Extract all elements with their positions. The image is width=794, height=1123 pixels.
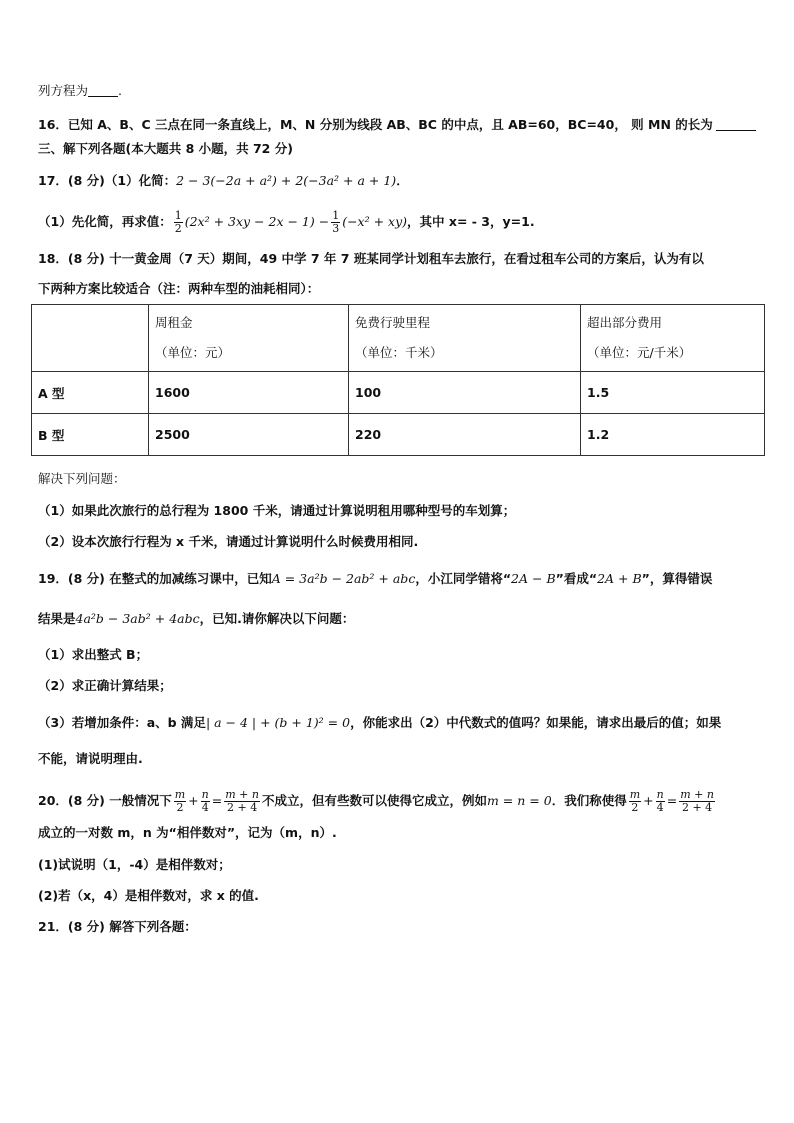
section-3-title-text: 三、解下列各题(本大题共 8 小题，共 72 分) — [38, 141, 293, 156]
question-21-text: 21．(8 分) 解答下列各题： — [38, 919, 197, 934]
question-17-sub1-expr1: (2x² + 3xy − 2x − 1) − — [184, 214, 330, 229]
table-header-row — [32, 305, 765, 372]
fraction-n-over-4 — [656, 789, 665, 814]
question-17-head: 17．(8 分)（1）化简： — [38, 173, 177, 188]
fraction-denominator: 2 + 4 — [226, 801, 258, 814]
question-19-head: 19．(8 分) 在整式的加减练习课中，已知 — [38, 571, 272, 586]
question-20-mid: 不成立，但有些数可以使得它成立，例如 — [261, 793, 487, 808]
question-17-sub1-expr2: (−x² + xy) — [342, 214, 408, 229]
header-title: 免费行驶里程 — [355, 315, 431, 330]
question-20-sub1 — [38, 856, 231, 874]
question-18-line1 — [38, 250, 704, 268]
table-cell: 2500 — [149, 414, 349, 456]
fraction-numerator: n — [201, 788, 209, 801]
question-19-sub2-text: （2）求正确计算结果； — [38, 678, 172, 693]
question-17-sub1 — [38, 210, 535, 235]
equals-sign: = — [211, 793, 223, 808]
header-title: 周租金 — [155, 315, 193, 330]
question-20-line1 — [38, 789, 717, 814]
question-20-head: 20．(8 分) 一般情况下 — [38, 793, 172, 808]
question-19-line1 — [38, 570, 712, 588]
table-cell: 100 — [349, 372, 581, 414]
question-18-sub1-text: （1）如果此次旅行的总行程为 1800 千米，请通过计算说明租用哪种型号的车划算； — [38, 503, 516, 518]
fraction-m-over-2 — [629, 789, 641, 814]
question-19-tail: ”，算得错误 — [641, 571, 713, 586]
expression-wrong-2: 2A + B — [597, 571, 642, 586]
question-20-sub2-text: (2)若（x，4）是相伴数对，求 x 的值. — [38, 888, 259, 903]
question-16-answer-blank[interactable] — [716, 118, 756, 131]
fraction-one-third — [331, 210, 340, 235]
question-19-line2 — [38, 610, 354, 628]
question-20-line2 — [38, 824, 337, 842]
fraction-numerator: m + n — [225, 788, 259, 801]
question-19-sub3-tail: ，你能求出（2）中代数式的值吗？如果能，请求出最后的值；如果 — [350, 715, 722, 730]
equals-sign: = — [666, 793, 678, 808]
question-18-sub1 — [38, 502, 515, 520]
table-cell: 1.5 — [581, 372, 765, 414]
question-17-end: ． — [396, 173, 409, 188]
question-18-sub2 — [38, 533, 418, 551]
fraction-one-half — [174, 210, 183, 235]
table-row — [32, 372, 765, 414]
table-cell: 1.2 — [581, 414, 765, 456]
plus-sign: + — [188, 793, 199, 808]
fraction-n-over-4 — [201, 789, 210, 814]
question-19-mid: ，小江同学错将“ — [415, 571, 512, 586]
fraction-denominator: 2 — [176, 801, 184, 814]
question-19-line2-tail: ，已知.请你解决以下问题： — [199, 611, 355, 626]
table-cell: B 型 — [32, 414, 149, 456]
fill-in-line — [38, 82, 122, 100]
fraction-sum — [224, 789, 260, 814]
question-19-sub1 — [38, 646, 148, 664]
question-17 — [38, 172, 409, 190]
answer-blank[interactable] — [88, 84, 118, 97]
question-18-line2 — [38, 280, 319, 298]
fraction-numerator: n — [656, 788, 664, 801]
fraction-sum — [679, 789, 715, 814]
question-16 — [38, 116, 713, 134]
fraction-numerator: m — [629, 788, 641, 801]
question-19-sub3-line2-text: 不能，请说明理由. — [38, 751, 143, 766]
question-18-solve-text: 解决下列问题： — [38, 471, 126, 486]
fill-in-end: . — [118, 83, 122, 98]
plus-sign: + — [643, 793, 654, 808]
table-cell: A 型 — [32, 372, 149, 414]
question-19-sub3-line2 — [38, 750, 143, 768]
example-expression: m = n = 0 — [486, 793, 552, 808]
question-17-sub1-tail: ，其中 x= - 3，y=1. — [407, 214, 535, 229]
question-20-line2-text: 成立的一对数 m，n 为“相伴数对”，记为（m，n）. — [38, 825, 337, 840]
question-19-sub3-head: （3）若增加条件：a、b 满足 — [38, 715, 206, 730]
fraction-denominator: 4 — [201, 801, 209, 814]
condition-expression: | a − 4 | + (b + 1)² = 0 — [205, 715, 351, 730]
header-unit: （单位：元） — [155, 345, 231, 360]
fraction-denominator: 2 + 4 — [681, 801, 713, 814]
question-18-text-1: 18．(8 分) 十一黄金周（7 天）期间，49 中学 7 年 7 班某同学计划租车去旅行，在看过租车公司的方案后，认为有以 — [38, 251, 704, 266]
header-unit: （单位：元/千米） — [587, 345, 692, 360]
question-21 — [38, 918, 197, 936]
question-20-mid2: ．我们称使得 — [551, 793, 627, 808]
question-17-expression: 2 − 3(−2a + a²) + 2(−3a² + a + 1) — [176, 173, 397, 188]
fraction-numerator: 1 — [332, 209, 340, 222]
question-20-sub1-text: (1)试说明（1，-4）是相伴数对； — [38, 857, 231, 872]
table-header-cell — [32, 305, 149, 372]
question-18-text-2: 下两种方案比较适合（注：两种车型的油耗相同）： — [38, 281, 320, 296]
rental-plan-table — [31, 304, 765, 456]
table-header-cell — [581, 305, 765, 372]
question-17-sub1-head: （1）先化简，再求值： — [38, 214, 172, 229]
question-19-mid2: ”看成“ — [555, 571, 598, 586]
question-18-solve — [38, 470, 126, 488]
expression-a: A = 3a²b − 2ab² + abc — [271, 571, 416, 586]
fill-in-text: 列方程为 — [38, 83, 89, 98]
section-3-title — [38, 140, 293, 158]
table-row — [32, 414, 765, 456]
question-19-sub3 — [38, 714, 721, 732]
header-unit: （单位：千米） — [355, 345, 443, 360]
question-16-text: 16．已知 A、B、C 三点在同一条直线上，M、N 分别为线段 AB、BC 的中点，且 AB=60，BC=40， 则 MN 的长为 — [38, 117, 713, 132]
fraction-numerator: 1 — [174, 209, 182, 222]
fraction-denominator: 2 — [631, 801, 639, 814]
question-20-sub2 — [38, 887, 259, 905]
question-18-sub2-text: （2）设本次旅行行程为 x 千米，请通过计算说明什么时候费用相同. — [38, 534, 419, 549]
fraction-m-over-2 — [174, 789, 186, 814]
fraction-denominator: 4 — [656, 801, 664, 814]
fraction-denominator: 3 — [332, 222, 340, 235]
question-19-line2-head: 结果是 — [38, 611, 76, 626]
expression-wrong-1: 2A − B — [511, 571, 556, 586]
fraction-denominator: 2 — [174, 222, 182, 235]
fraction-numerator: m — [174, 788, 186, 801]
table-cell: 220 — [349, 414, 581, 456]
fraction-numerator: m + n — [680, 788, 714, 801]
table-header-cell — [149, 305, 349, 372]
table-cell: 1600 — [149, 372, 349, 414]
wrong-result-expression: 4a²b − 3ab² + 4abc — [75, 611, 200, 626]
question-19-sub2 — [38, 677, 172, 695]
table-header-cell — [349, 305, 581, 372]
header-title: 超出部分费用 — [587, 315, 663, 330]
question-19-sub1-text: （1）求出整式 B； — [38, 647, 149, 662]
